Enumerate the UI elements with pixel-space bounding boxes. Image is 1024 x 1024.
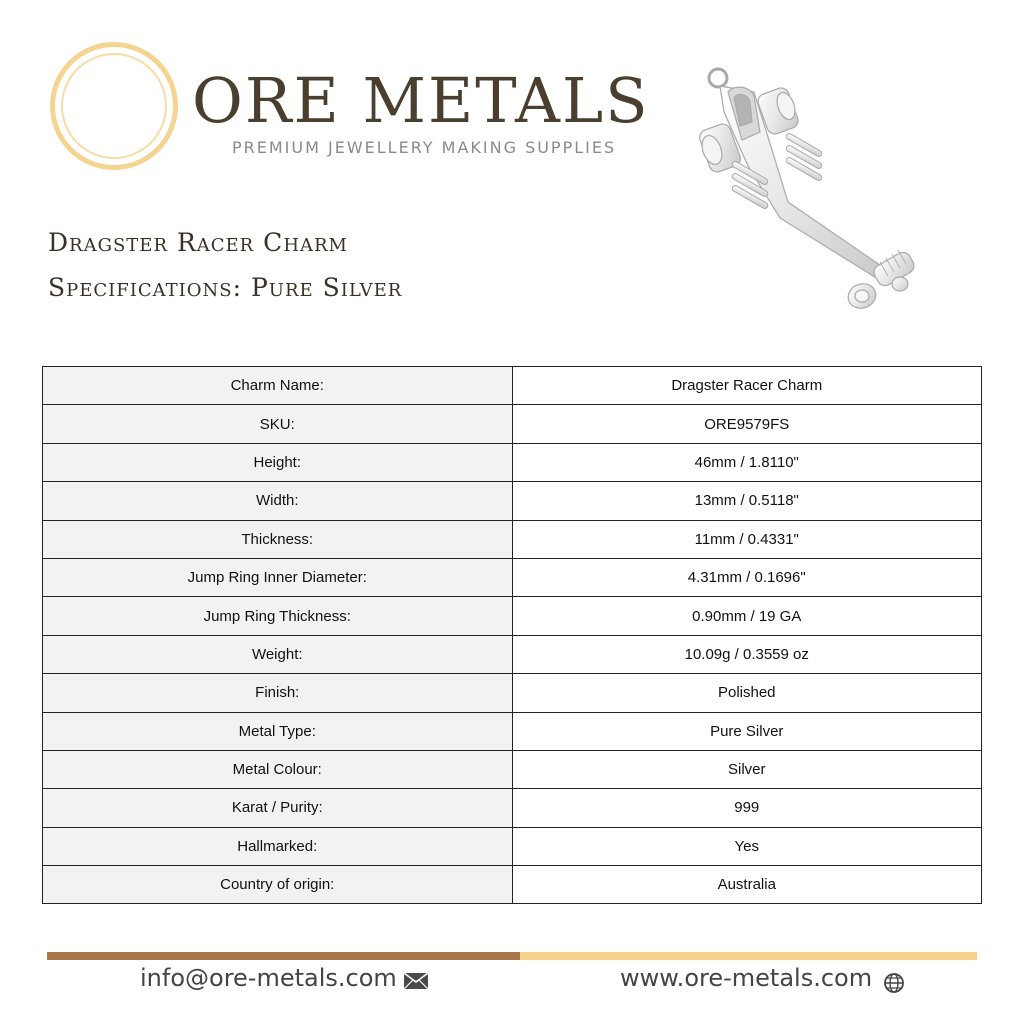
spec-value: Yes [512, 827, 982, 865]
spec-label: Metal Type: [43, 712, 513, 750]
spec-label: Hallmarked: [43, 827, 513, 865]
spec-label: Jump Ring Thickness: [43, 597, 513, 635]
spec-value: Dragster Racer Charm [512, 367, 982, 405]
spec-value: ORE9579FS [512, 405, 982, 443]
table-row [43, 367, 982, 405]
table-row [43, 520, 982, 558]
spec-label: Width: [43, 482, 513, 520]
table-row [43, 674, 982, 712]
table-row [43, 789, 982, 827]
specifications-title: Specifications: Pure Silver [48, 273, 403, 302]
spec-value: 10.09g / 0.3559 oz [512, 635, 982, 673]
spec-value: Australia [512, 866, 982, 904]
product-image [690, 62, 930, 330]
table-row [43, 866, 982, 904]
spec-label: Finish: [43, 674, 513, 712]
spec-label: SKU: [43, 405, 513, 443]
table-row [43, 443, 982, 481]
spec-value: 46mm / 1.8110" [512, 443, 982, 481]
spec-label: Thickness: [43, 520, 513, 558]
spec-label: Weight: [43, 635, 513, 673]
spec-label: Karat / Purity: [43, 789, 513, 827]
table-row [43, 750, 982, 788]
spec-value: 0.90mm / 19 GA [512, 597, 982, 635]
table-row [43, 712, 982, 750]
spec-label: Country of origin: [43, 866, 513, 904]
table-row [43, 482, 982, 520]
table-row [43, 597, 982, 635]
table-row [43, 635, 982, 673]
spec-value: Pure Silver [512, 712, 982, 750]
globe-icon [883, 972, 905, 994]
footer-bar-right [520, 952, 977, 960]
spec-label: Metal Colour: [43, 750, 513, 788]
spec-value: 11mm / 0.4331" [512, 520, 982, 558]
logo-ring-icon [50, 42, 178, 170]
spec-label: Height: [43, 443, 513, 481]
table-row [43, 405, 982, 443]
spec-value: 13mm / 0.5118" [512, 482, 982, 520]
brand-tagline: PREMIUM JEWELLERY MAKING SUPPLIES [232, 138, 617, 157]
footer-bar-left [47, 952, 520, 960]
brand-name: ORE METALS [192, 64, 650, 137]
spec-label: Jump Ring Inner Diameter: [43, 558, 513, 596]
footer-website[interactable]: www.ore-metals.com [620, 964, 873, 992]
spec-value: Silver [512, 750, 982, 788]
table-row [43, 827, 982, 865]
mail-icon [403, 972, 429, 990]
product-title: Dragster Racer Charm [48, 228, 348, 257]
spec-value: 4.31mm / 0.1696" [512, 558, 982, 596]
spec-value: Polished [512, 674, 982, 712]
spec-value: 999 [512, 789, 982, 827]
table-row [43, 558, 982, 596]
footer-email[interactable]: info@ore-metals.com [140, 964, 397, 992]
specifications-table [42, 366, 982, 904]
spec-label: Charm Name: [43, 367, 513, 405]
